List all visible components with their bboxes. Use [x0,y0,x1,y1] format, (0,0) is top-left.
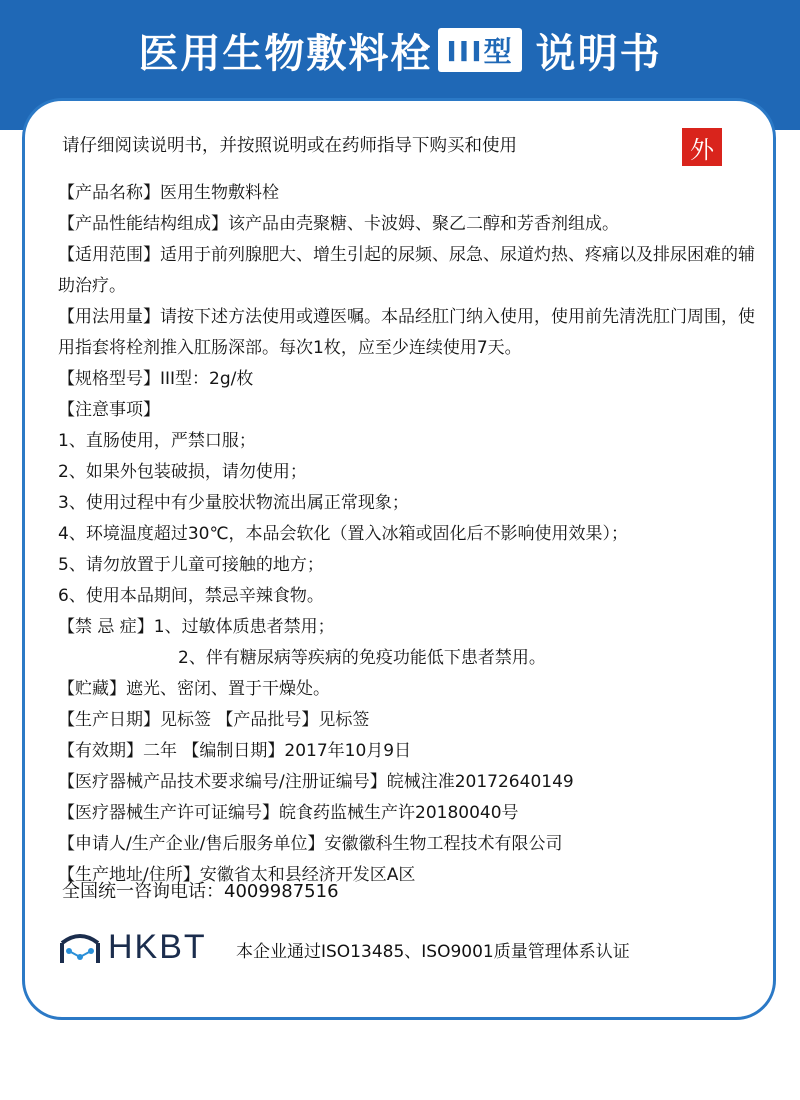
precautions-title: 【注意事项】 [58,400,160,420]
registration-number: 【医疗器械产品技术要求编号/注册证编号】皖械注准20172640149 [58,772,574,792]
address: 【生产地址/住所】安徽省太和县经济开发区A区 [58,865,416,885]
precaution-item: 3、使用过程中有少量胶状物流出属正常现象； [58,493,409,513]
contraindications-1: 【禁 忌 症】1、过敏体质患者禁用； [58,617,335,637]
page-title [0,10,800,90]
hkbt-logo-icon [58,927,102,967]
logo-text: HKBT [108,927,207,966]
production-info: 【生产日期】见标签 【产品批号】见标签 [58,710,370,730]
precaution-item: 6、使用本品期间，禁忌辛辣食物。 [58,586,324,606]
external-use-badge: 外 [682,128,722,166]
title-prefix: 医用生物敷料栓 [138,30,433,77]
precaution-item: 4、环境温度超过30℃，本品会软化（置入冰箱或固化后不影响使用效果）； [58,524,629,544]
product-name: 【产品名称】医用生物敷料栓 [58,183,279,203]
contact-phone: 全国统一咨询电话：4009987516 [62,881,339,902]
reading-notice: 请仔细阅读说明书，并按照说明或在药师指导下购买和使用 [62,136,517,156]
validity-info: 【有效期】二年 【编制日期】2017年10月9日 [58,741,412,761]
type-badge: III型 [438,28,521,72]
applicant: 【申请人/生产企业/售后服务单位】安徽徽科生物工程技术有限公司 [58,834,563,854]
precaution-item: 1、直肠使用，严禁口服； [58,431,256,451]
precaution-item: 2、如果外包装破损，请勿使用； [58,462,307,482]
certification-text: 本企业通过ISO13485、ISO9001质量管理体系认证 [236,942,630,962]
storage: 【贮藏】遮光、密闭、置于干燥处。 [58,679,330,699]
instruction-content [58,178,770,891]
spec: 【规格型号】III型：2g/枚 [58,369,254,389]
contraindications-2: 2、伴有糖尿病等疾病的免疫功能低下患者禁用。 [178,648,546,668]
precaution-item: 5、请勿放置于儿童可接触的地方； [58,555,324,575]
scope: 【适用范围】适用于前列腺肥大、增生引起的尿频、尿急、尿道灼热、疼痛以及排尿困难的辅助治疗。 [58,245,755,296]
composition: 【产品性能结构组成】该产品由壳聚糖、卡波姆、聚乙二醇和芳香剂组成。 [58,214,619,234]
production-license: 【医疗器械生产许可证编号】皖食药监械生产许20180040号 [58,803,519,823]
usage: 【用法用量】请按下述方法使用或遵医嘱。本品经肛门纳入使用，使用前先清洗肛门周围，使用指套将栓剂推入肛肠深部。每次1枚，应至少连续使用7天。 [58,307,755,358]
company-logo [58,925,207,969]
title-suffix: 说明书 [535,30,662,77]
